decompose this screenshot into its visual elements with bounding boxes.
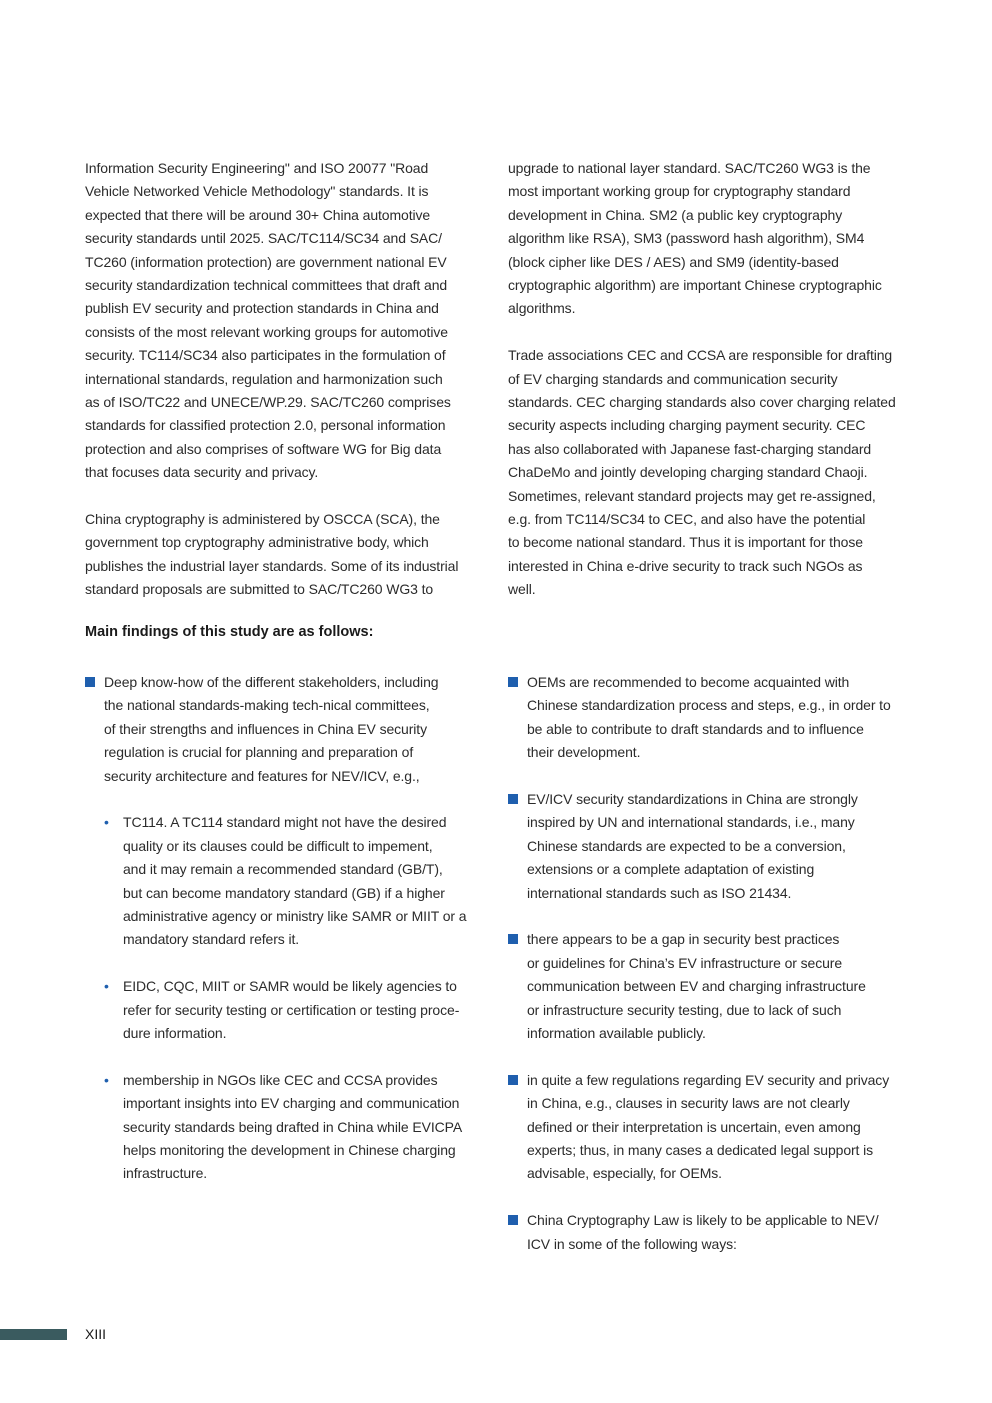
text-line: Trade associations CEC and CCSA are responsible for drafting <box>508 347 893 364</box>
text-line: administrative agency or ministry like SAMR or MIIT or a <box>123 908 467 925</box>
text-line: inspired by UN and international standards, i.e., many <box>527 814 855 831</box>
sub-item-text <box>123 1069 495 1186</box>
right-column-intro <box>508 157 913 602</box>
text-line: extensions or a complete adaptation of existing <box>527 861 815 878</box>
text-line: Information Security Engineering" and ISO 20077 "Road <box>85 160 429 176</box>
text-line: defined or their interpretation is uncertain, even among <box>527 1118 861 1135</box>
text-line: most important working group for cryptography standard <box>508 183 851 200</box>
dot-bullet-icon: • <box>104 814 109 831</box>
text-line: e.g. from TC114/SC34 to CEC, and also have the potential <box>508 511 866 528</box>
text-line: their development. <box>527 744 641 761</box>
text-line: China cryptography is administered by OSCCA (SCA), the <box>85 511 440 528</box>
text-line: standards for classified protection 2.0, personal information <box>85 417 446 434</box>
text-line: interested in China e-drive security to track such NGOs as <box>508 557 863 574</box>
text-line: to become national standard. Thus it is important for those <box>508 534 863 551</box>
finding-text <box>527 671 918 765</box>
text-line: has also collaborated with Japanese fast-charging standard <box>508 440 872 457</box>
square-bullet-icon <box>508 1215 518 1225</box>
sub-item-ngo-membership <box>85 1069 495 1186</box>
finding-item-cryptography-law <box>508 1209 918 1256</box>
text-line: EV/ICV security standardizations in China are strongly <box>527 791 858 808</box>
text-line: publishes the industrial layer standards. Some of its industrial <box>85 557 459 574</box>
text-line: Chinese standardization process and steps, e.g., in order to <box>527 697 891 714</box>
text-line: EIDC, CQC, MIIT or SAMR would be likely agencies to <box>123 978 457 995</box>
footer-accent-bar <box>0 1329 67 1340</box>
text-line: algorithm like RSA), SM3 (password hash algorithm), SM4 <box>508 230 865 247</box>
left-findings-list <box>85 671 495 1186</box>
finding-text <box>527 1209 918 1256</box>
paragraph-trade-associations <box>508 344 913 601</box>
text-line: be able to contribute to draft standards and to influence <box>527 720 864 737</box>
finding-item-stakeholders <box>85 671 495 788</box>
paragraph-security-standards <box>85 157 485 485</box>
text-line: security standardization technical committees that draft and <box>85 277 448 294</box>
text-line: in quite a few regulations regarding EV security and privacy <box>527 1071 890 1088</box>
paragraph-cryptography-algorithms <box>508 157 913 321</box>
text-line: mandatory standard refers it. <box>123 931 300 948</box>
text-line: as of ISO/TC22 and UNECE/WP.29. SAC/TC260 comprises <box>85 394 451 411</box>
text-line: protection and also comprises of software WG for Big data <box>85 440 442 457</box>
text-line: important insights into EV charging and communication <box>123 1095 460 1112</box>
text-line: government top cryptography administrative body, which <box>85 534 429 551</box>
text-line: there appears to be a gap in security best practices <box>527 931 840 948</box>
square-bullet-icon <box>508 1075 518 1085</box>
text-line: consists of the most relevant working groups for automotive <box>85 323 448 340</box>
page-number: XIII <box>85 1326 107 1342</box>
square-bullet-icon <box>508 934 518 944</box>
sub-item-text <box>123 811 495 951</box>
left-column-intro <box>85 157 485 602</box>
finding-item-regulations <box>508 1069 918 1186</box>
finding-item-oems <box>508 671 918 765</box>
finding-text <box>527 788 918 905</box>
text-line: communication between EV and charging infrastructure <box>527 978 866 995</box>
text-line: and it may remain a recommended standard (GB/T), <box>123 861 443 878</box>
paragraph-china-cryptography <box>85 508 485 602</box>
finding-item-un-standards <box>508 788 918 905</box>
text-line: upgrade to national layer standard. SAC/TC260 WG3 is the <box>508 160 871 176</box>
text-line: security. TC114/SC34 also participates in the formulation of <box>85 347 446 364</box>
text-line: quality or its clauses could be difficult to impement, <box>123 837 433 854</box>
text-line: dure information. <box>123 1025 227 1042</box>
text-line: membership in NGOs like CEC and CCSA provides <box>123 1071 438 1088</box>
text-line: of EV charging standards and communication security <box>508 370 838 387</box>
text-line: or guidelines for China’s EV infrastructure or secure <box>527 954 843 971</box>
right-findings-list <box>508 671 918 1256</box>
text-line: ChaDeMo and jointly developing charging standard Chaoji. <box>508 464 868 481</box>
text-line: the national standards-making tech-nical committees, <box>104 697 430 714</box>
text-line: helps monitoring the development in Chinese charging <box>123 1142 456 1159</box>
text-line: security architecture and features for NEV/ICV, e.g., <box>104 767 420 784</box>
dot-bullet-icon: • <box>104 978 109 995</box>
text-line: ICV in some of the following ways: <box>527 1235 737 1252</box>
finding-text <box>527 928 918 1045</box>
text-line: (block cipher like DES / AES) and SM9 (identity-based <box>508 253 839 270</box>
dot-bullet-icon: • <box>104 1071 109 1088</box>
text-line: development in China. SM2 (a public key cryptography <box>508 206 843 223</box>
text-line: but can become mandatory standard (GB) if a higher <box>123 884 445 901</box>
text-line: international standards, regulation and harmonization such <box>85 370 443 387</box>
square-bullet-icon <box>508 794 518 804</box>
text-line: advisable, especially, for OEMs. <box>527 1165 722 1182</box>
text-line: security standards being drafted in China while EVICPA <box>123 1118 463 1135</box>
text-line: algorithms. <box>508 300 576 317</box>
text-line: Sometimes, relevant standard projects may get re-assigned, <box>508 487 876 504</box>
findings-heading: Main findings of this study are as follows: <box>85 624 374 640</box>
finding-text <box>527 1069 918 1186</box>
square-bullet-icon <box>508 677 518 687</box>
text-line: TC114. A TC114 standard might not have the desired <box>123 814 447 831</box>
text-line: that focuses data security and privacy. <box>85 464 319 481</box>
text-line: publish EV security and protection standards in China and <box>85 300 439 317</box>
text-line: well. <box>508 581 536 598</box>
text-line: information available publicly. <box>527 1025 706 1042</box>
text-line: TC260 (information protection) are government national EV <box>85 253 447 270</box>
sub-item-text <box>123 975 495 1045</box>
text-line: security aspects including charging payment security. CEC <box>508 417 866 434</box>
text-line: regulation is crucial for planning and preparation of <box>104 744 414 761</box>
text-line: standards. CEC charging standards also cover charging related <box>508 394 896 411</box>
text-line: OEMs are recommended to become acquainted with <box>527 674 850 690</box>
text-line: infrastructure. <box>123 1165 208 1182</box>
text-line: Deep know-how of the different stakeholders, including <box>104 674 439 690</box>
text-line: Chinese standards are expected to be a conversion, <box>527 837 846 854</box>
text-line: cryptographic algorithm) are important Chinese cryptographic <box>508 277 882 294</box>
sub-item-agencies <box>85 975 495 1045</box>
text-line: international standards such as ISO 21434. <box>527 884 792 901</box>
finding-item-infrastructure-gap <box>508 928 918 1045</box>
text-line: standard proposals are submitted to SAC/TC260 WG3 to <box>85 581 434 598</box>
text-line: experts; thus, in many cases a dedicated legal support is <box>527 1142 874 1159</box>
square-bullet-icon <box>85 677 95 687</box>
text-line: or infrastructure security testing, due to lack of such <box>527 1001 842 1018</box>
text-line: Vehicle Networked Vehicle Methodology" standards. It is <box>85 183 429 200</box>
text-line: refer for security testing or certification or testing proce- <box>123 1001 460 1018</box>
text-line: security standards until 2025. SAC/TC114/SC34 and SAC/ <box>85 230 442 247</box>
text-line: of their strengths and influences in China EV security <box>104 720 427 737</box>
text-line: in China, e.g., clauses in security laws are not clearly <box>527 1095 850 1112</box>
finding-text <box>104 671 495 788</box>
sub-item-tc114 <box>85 811 495 951</box>
text-line: expected that there will be around 30+ China automotive <box>85 206 431 223</box>
text-line: China Cryptography Law is likely to be applicable to NEV/ <box>527 1212 879 1229</box>
